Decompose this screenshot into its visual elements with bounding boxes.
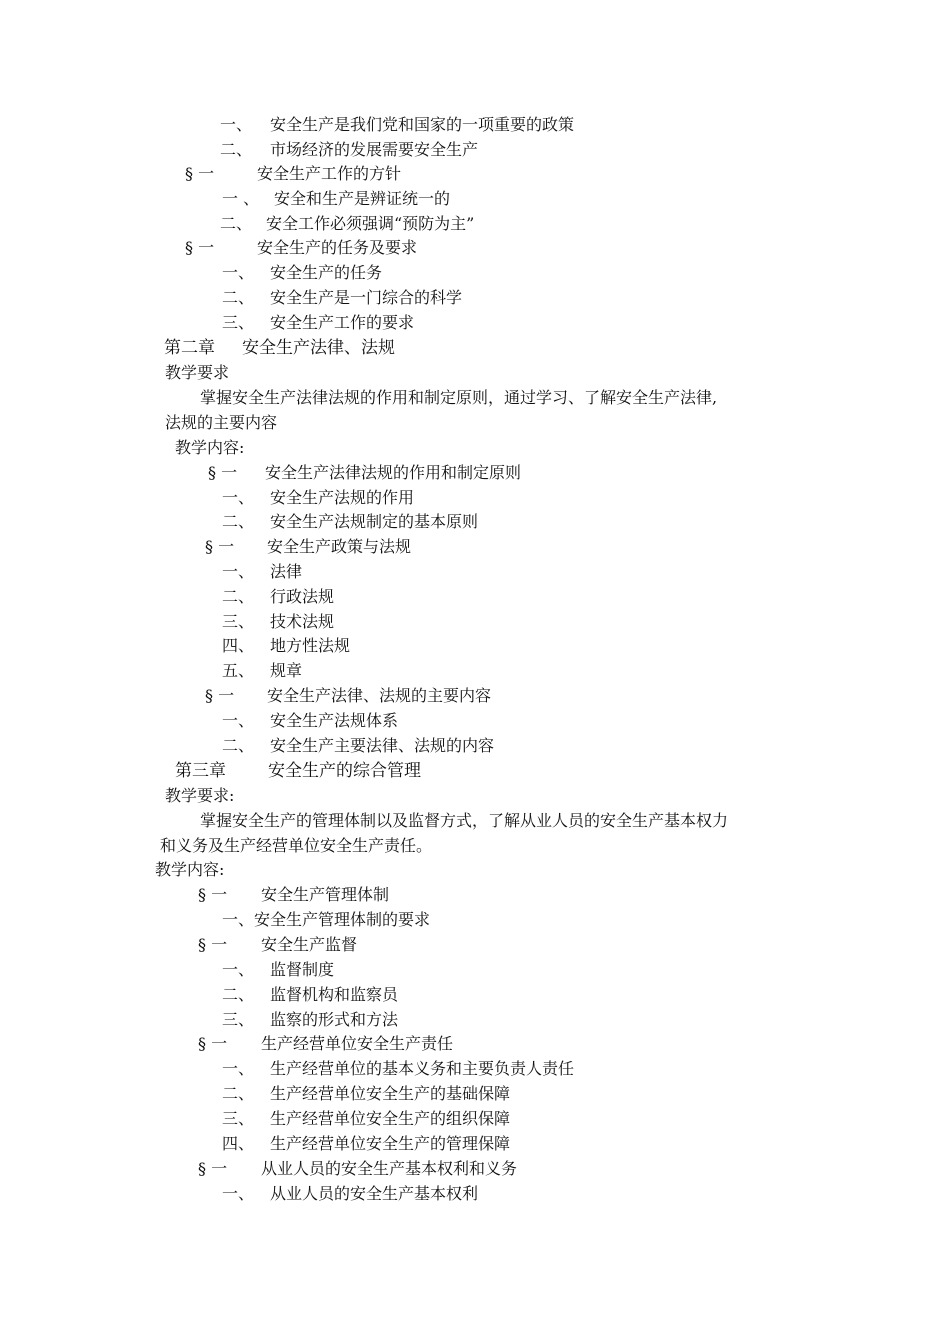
outline-item: [222, 1109, 511, 1129]
outline-item: [222, 263, 383, 283]
paragraph-line: 法规的主要内容: [165, 413, 278, 432]
section-marker: § 一: [198, 1034, 228, 1053]
outline-item: [222, 985, 399, 1005]
outline-text: 行政法规: [270, 587, 335, 606]
outline-text: 生产经营单位安全生产的组织保障: [270, 1109, 511, 1128]
chapter-number: 第三章: [175, 761, 226, 781]
section-title: 从业人员的安全生产基本权利和义务: [261, 1159, 518, 1178]
outline-marker: 一、: [222, 1184, 255, 1203]
chapter-heading: [175, 761, 421, 781]
outline-marker: 三、: [222, 1010, 255, 1029]
outline-text: 安全生产的任务: [270, 263, 383, 282]
teaching-content-label: 教学内容:: [155, 860, 225, 879]
outline-marker: 四、: [222, 636, 255, 655]
paragraph-line: 和义务及生产经营单位安全生产责任。: [160, 836, 433, 855]
outline-marker: 二、: [222, 736, 255, 755]
outline-text: 安全生产是我们党和国家的一项重要的政策: [270, 115, 575, 134]
outline-text: 生产经营单位的基本义务和主要负责人责任: [270, 1059, 575, 1078]
section-title: 安全生产的任务及要求: [257, 238, 418, 257]
outline-marker: 一、: [222, 562, 255, 581]
outline-item: [222, 1134, 511, 1154]
outline-text: 安全生产法规体系: [270, 711, 399, 730]
outline-marker: 二、: [222, 512, 255, 531]
outline-marker: 三、: [222, 612, 255, 631]
outline-item: [222, 288, 463, 308]
section-marker: § 一: [185, 238, 215, 257]
outline-text: 安全生产法规的作用: [270, 488, 415, 507]
section-title: 生产经营单位安全生产责任: [261, 1034, 454, 1053]
outline-item: [222, 1010, 399, 1030]
outline-text: 法律: [270, 562, 303, 581]
section-marker: § 一: [185, 164, 215, 183]
outline-item: [222, 488, 415, 508]
outline-text: 安全生产是一门综合的科学: [270, 288, 463, 307]
section-heading: [198, 885, 390, 905]
section-heading: [208, 463, 522, 483]
outline-marker: 三、: [222, 313, 255, 332]
section-title: 安全生产法律法规的作用和制定原则: [265, 463, 522, 482]
outline-marker: 二、: [222, 1084, 255, 1103]
section-marker: § 一: [208, 463, 238, 482]
outline-marker: 五、: [222, 661, 255, 680]
section-heading: [205, 686, 492, 706]
section-marker: § 一: [198, 935, 228, 954]
outline-marker: 二、: [222, 985, 255, 1004]
outline-text: 安全和生产是辨证统一的: [274, 189, 451, 208]
outline-item: [222, 1084, 511, 1104]
outline-text: 生产经营单位安全生产的管理保障: [270, 1134, 511, 1153]
outline-item: [222, 189, 451, 209]
section-title: 安全生产管理体制: [261, 885, 390, 904]
teaching-content-label: 教学内容:: [175, 438, 245, 457]
section-title: 安全生产法律、法规的主要内容: [267, 686, 492, 705]
outline-item: [220, 115, 575, 135]
teaching-requirements-label: 教学要求: [165, 363, 230, 382]
outline-text: 规章: [270, 661, 303, 680]
chapter-title: 安全生产法律、法规: [242, 338, 395, 358]
outline-text: 安全工作必须强调“预防为主”: [266, 214, 475, 233]
section-heading: [198, 1159, 518, 1179]
section-title: 安全生产政策与法规: [267, 537, 412, 556]
outline-item: [222, 960, 335, 980]
chapter-heading: [164, 338, 395, 358]
outline-text: 技术法规: [270, 612, 335, 631]
outline-text: 监督制度: [270, 960, 335, 979]
outline-marker: 四、: [222, 1134, 255, 1153]
paragraph-line: 掌握安全生产的管理体制以及监督方式，了解从业人员的安全生产基本权力: [200, 811, 729, 830]
outline-text: 从业人员的安全生产基本权利: [270, 1184, 479, 1203]
outline-text: 安全生产法规制定的基本原则: [270, 512, 479, 531]
outline-marker: 一 、: [222, 189, 260, 208]
section-heading: [185, 238, 418, 258]
outline-item: [220, 140, 479, 160]
outline-item: [222, 612, 335, 632]
outline-marker: 二、: [222, 587, 255, 606]
outline-text: 监督机构和监察员: [270, 985, 399, 1004]
outline-item: [222, 313, 415, 333]
outline-marker: 三、: [222, 1109, 255, 1128]
paragraph-line: 掌握安全生产法律法规的作用和制定原则，通过学习、了解安全生产法律,: [200, 388, 718, 407]
chapter-title: 安全生产的综合管理: [268, 761, 421, 781]
outline-item: [222, 661, 303, 681]
section-marker: § 一: [198, 885, 228, 904]
section-marker: § 一: [205, 537, 235, 556]
outline-item: [222, 587, 335, 607]
outline-item: [220, 214, 475, 234]
section-heading: [185, 164, 402, 184]
outline-item: [222, 711, 399, 731]
section-heading: [198, 1034, 454, 1054]
outline-item: [222, 512, 479, 532]
section-marker: § 一: [198, 1159, 228, 1178]
outline-marker: 二、: [220, 214, 253, 233]
section-heading: [198, 935, 358, 955]
outline-item: [222, 1059, 575, 1079]
section-heading: [205, 537, 412, 557]
outline-text: 生产经营单位安全生产的基础保障: [270, 1084, 511, 1103]
outline-text: 安全生产主要法律、法规的内容: [270, 736, 495, 755]
section-marker: § 一: [205, 686, 235, 705]
section-title: 安全生产监督: [261, 935, 358, 954]
outline-text: 监察的形式和方法: [270, 1010, 399, 1029]
outline-text: 安全生产工作的要求: [270, 313, 415, 332]
outline-marker: 一、: [222, 488, 255, 507]
section-title: 安全生产工作的方针: [257, 164, 402, 183]
outline-item: [222, 1184, 479, 1204]
outline-item: [222, 736, 495, 756]
outline-marker: 一、: [222, 1059, 255, 1078]
outline-marker: 二、: [220, 140, 253, 159]
outline-marker: 一、: [220, 115, 253, 134]
teaching-requirements-label: 教学要求:: [165, 786, 235, 805]
outline-marker: 二、: [222, 288, 255, 307]
outline-marker: 一、: [222, 263, 255, 282]
outline-item: [222, 562, 303, 582]
outline-item: [222, 636, 351, 656]
outline-text: 地方性法规: [270, 636, 351, 655]
outline-text: 市场经济的发展需要安全生产: [270, 140, 479, 159]
outline-item: 一、安全生产管理体制的要求: [222, 910, 431, 929]
outline-marker: 一、: [222, 711, 255, 730]
outline-marker: 一、: [222, 960, 255, 979]
chapter-number: 第二章: [164, 338, 215, 358]
